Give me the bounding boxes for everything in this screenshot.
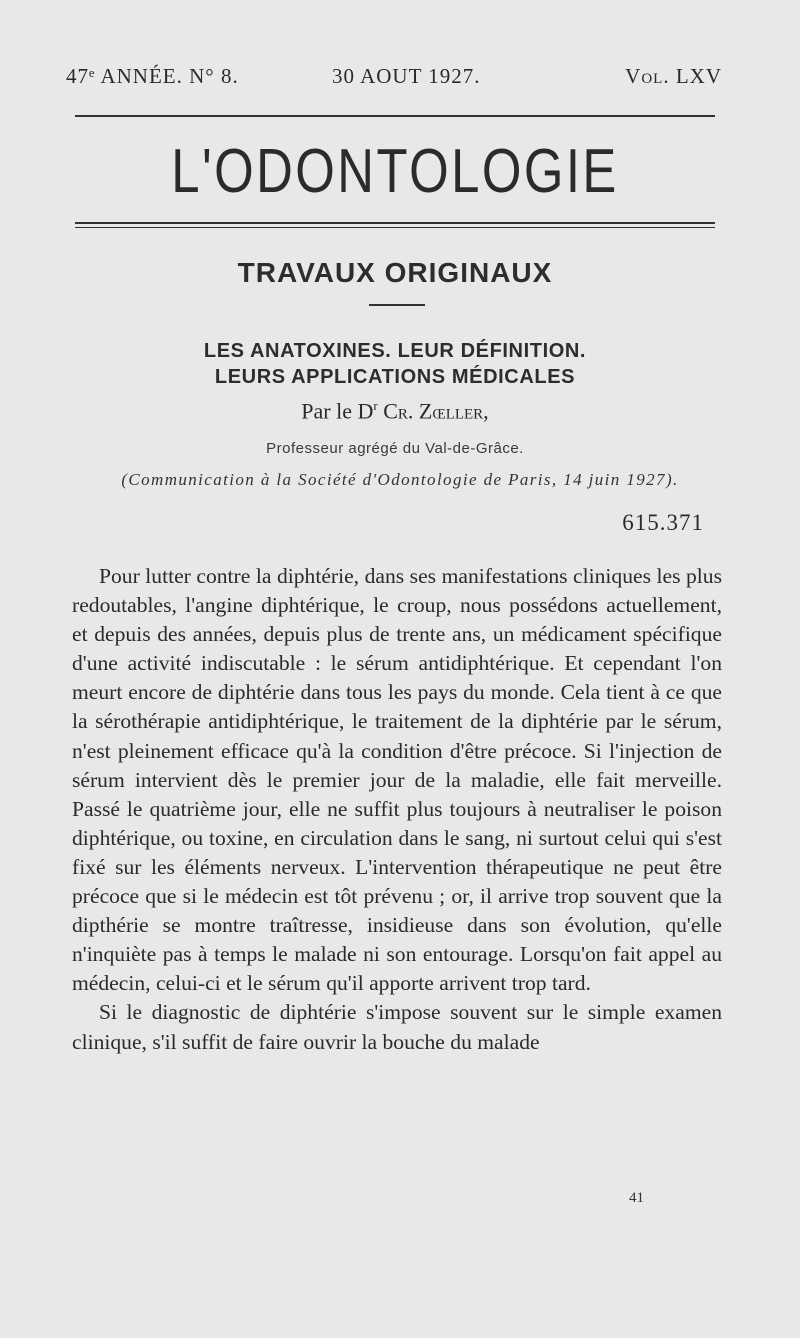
body-paragraph-2: Si le diagnostic de diphtérie s'impose souvent sur le simple examen clinique, s'il suffit de faire ouvrir la bouche du malade (72, 1000, 722, 1054)
author-name: Cr. Zœller, (377, 398, 489, 424)
issue-number: 47ᵉ ANNÉE. N° 8. (66, 64, 239, 88)
page-number: 41 (629, 1190, 644, 1206)
header-rule (75, 115, 715, 117)
article-body (72, 562, 722, 1057)
article-title-line1: LES ANATOXINES. LEUR DÉFINITION. (203, 340, 587, 362)
running-header (66, 64, 722, 92)
title-rule-thick (75, 222, 715, 224)
communication-note: (Communication à la Société d'Odontologie de Paris, 14 juin 1927). (121, 470, 679, 489)
journal-title: L'ODONTOLOGIE (171, 137, 619, 206)
classification-number: 615.371 (622, 510, 704, 535)
article-author (75, 398, 715, 424)
title-rule-thin (75, 227, 715, 228)
volume-number: Vol. LXV (625, 64, 722, 88)
section-title: TRAVAUX ORIGINAUX (237, 257, 553, 288)
author-affiliation: Professeur agrégé du Val-de-Grâce. (266, 440, 524, 457)
article-title-line2: LEURS APPLICATIONS MÉDICALES (214, 366, 576, 388)
section-divider (369, 304, 425, 306)
author-prefix: Par le D (301, 398, 374, 424)
issue-date: 30 AOUT 1927. (332, 64, 481, 88)
author-title-sup: r (373, 398, 378, 413)
body-paragraph-1: Pour lutter contre la diphtérie, dans ses manifestations cliniques les plus redoutables, l'angine diphtérique, le croup, nous possédons actuellement, et depuis des années, depuis plus de trente ans, un médicament spécifique d'une activité indiscutable : le sérum antidiphtérique. Et cependant l'on meurt encore de diphtérie dans tous les pays du monde. Cela tient à ce que la sérothérapie antidiphtérique, le traitement de la diphtérie par le sérum, n'est pleinement efficace qu'à la condition d'être précoce. Si l'injection de sérum intervient dès le premier jour de la maladie, elle fait merveille. Passé le quatrième jour, elle ne suffit plus toujours à neutraliser le poison diphtérique, ou toxine, en circulation dans le sang, ni surtout celui qui s'est fixé sur les éléments nerveux. L'intervention thérapeutique ne peut être précoce que si le médecin est tôt prévenu ; or, il arrive trop souvent que la dipthérie se montre traîtresse, insidieuse dans son évolution, qu'elle n'inquiète pas à temps le malade ni son entourage. Lorsqu'on fait appel au médecin, celui-ci et le sérum qu'il apporte arrivent trop tard. (72, 564, 722, 996)
